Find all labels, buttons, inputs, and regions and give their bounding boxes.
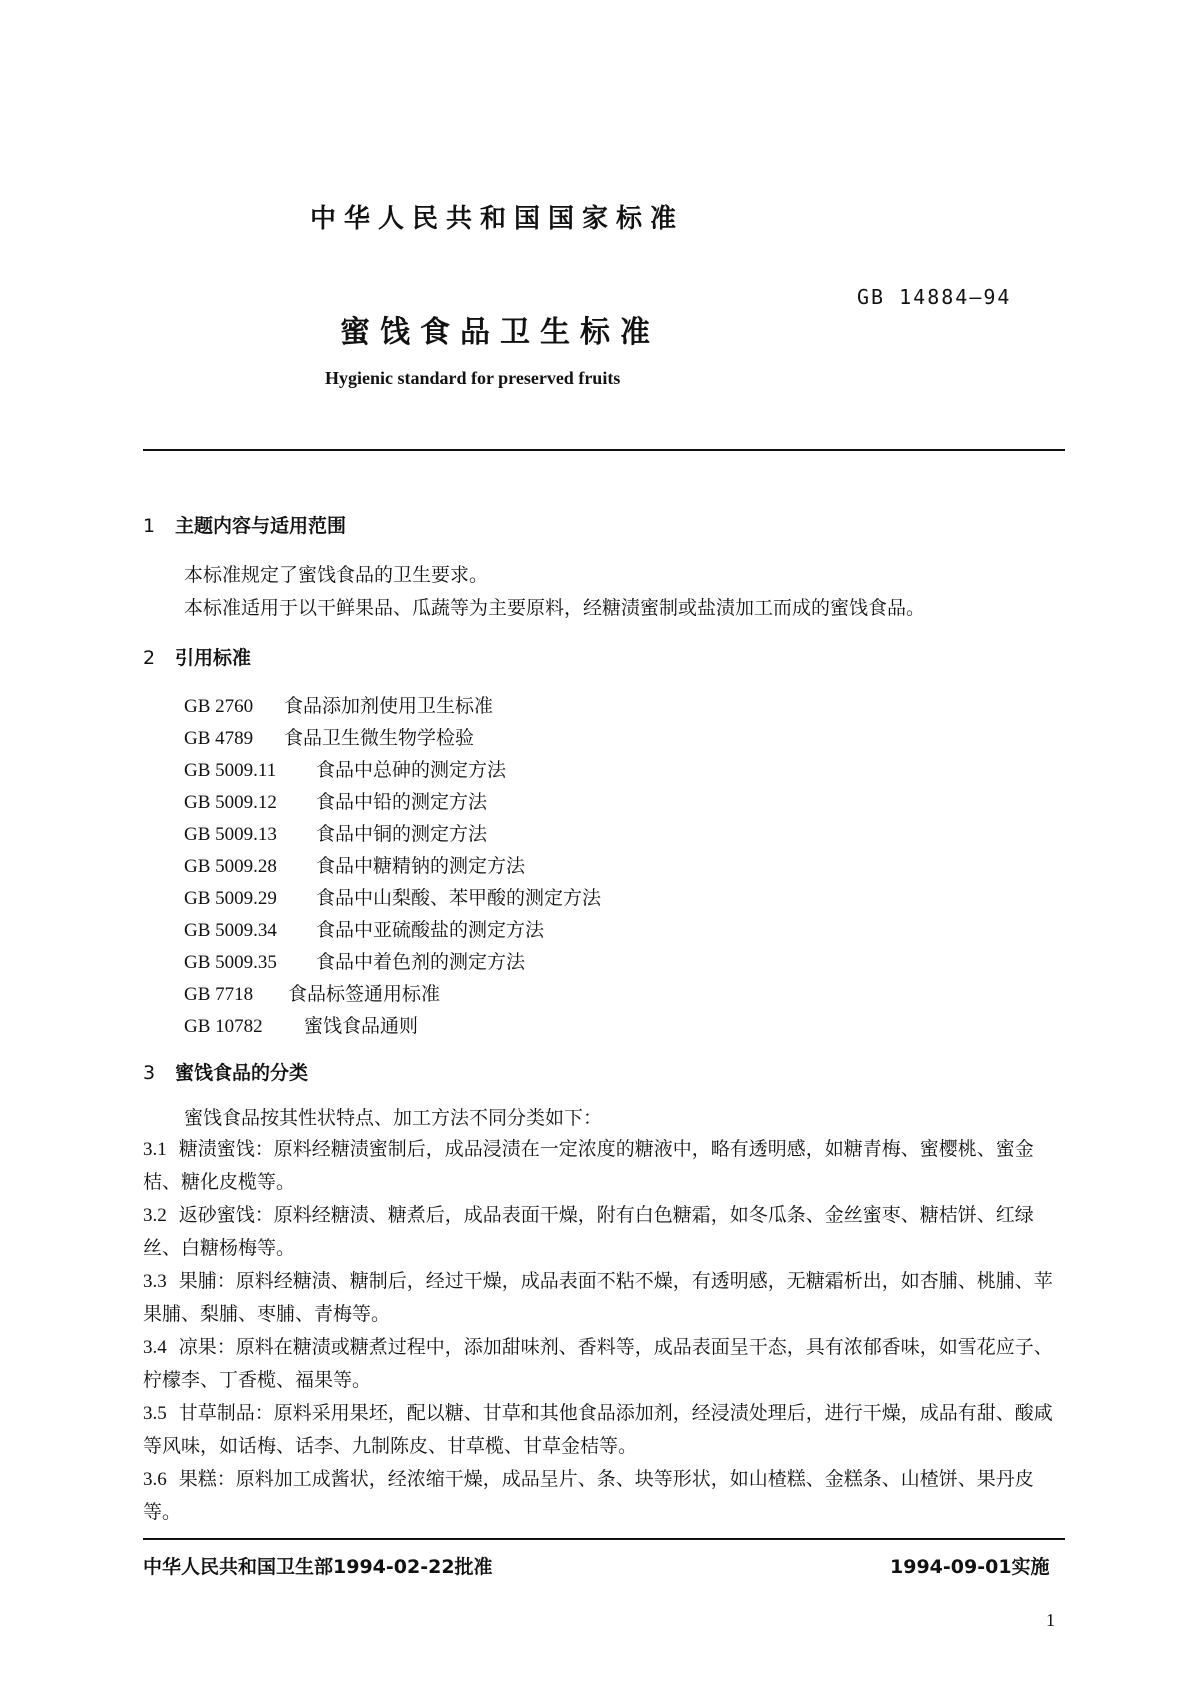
reference-item: [184, 915, 544, 942]
section-title: 引用标准: [175, 647, 252, 669]
clause-number: 3.1: [143, 1139, 167, 1160]
clause-text: 凉果：原料在糖渍或糖煮过程中，添加甜味剂、香料等，成品表面呈干态，具有浓郁香味，如雪花应子、柠檬李、丁香榄、福果等。: [143, 1336, 1053, 1391]
standard-type: 中华人民共和国国家标准: [310, 204, 685, 234]
reference-item: [184, 787, 487, 814]
clause: [143, 1331, 1065, 1397]
reference-title: 食品中总砷的测定方法: [316, 759, 507, 781]
clause-number: 3.6: [143, 1469, 167, 1490]
clause: [143, 1265, 1065, 1331]
reference-code: GB 5009.13: [184, 824, 277, 845]
reference-item: [184, 851, 525, 878]
reference-code: GB 5009.11: [184, 760, 277, 781]
clause: [143, 1463, 1065, 1529]
reference-code: GB 2760: [184, 696, 254, 717]
clause-text: 甘草制品：原料采用果坯，配以糖、甘草和其他食品添加剂，经浸渍处理后，进行干燥，成品有甜、酸咸等风味，如话梅、话李、九制陈皮、甘草榄、甘草金桔等。: [143, 1402, 1053, 1457]
reference-item: [184, 723, 474, 750]
reference-item: [184, 979, 440, 1006]
reference-code: GB 5009.28: [184, 856, 277, 877]
page-title-english: Hygienic standard for preserved fruits: [325, 368, 621, 388]
reference-code: GB 10782: [184, 1016, 263, 1037]
reference-code: GB 4789: [184, 728, 254, 749]
reference-title: 食品卫生微生物学检验: [284, 727, 475, 749]
header-divider: [143, 449, 1065, 451]
section-title: 主题内容与适用范围: [175, 515, 347, 537]
reference-code: GB 5009.34: [184, 920, 277, 941]
section-intro: 蜜饯食品按其性状特点、加工方法不同分类如下：: [184, 1107, 603, 1129]
approval-line: 中华人民共和国卫生部1994-02-22批准: [143, 1556, 493, 1578]
reference-code: GB 5009.29: [184, 888, 277, 909]
clause-text: 果糕：原料加工成酱状，经浓缩干燥，成品呈片、条、块等形状，如山楂糕、金糕条、山楂饼、果丹皮等。: [143, 1468, 1034, 1523]
section-number: 2: [143, 647, 156, 669]
reference-title: 食品中糖精钠的测定方法: [316, 855, 526, 877]
reference-item: [184, 883, 601, 910]
reference-title: 蜜饯食品通则: [304, 1015, 419, 1037]
reference-item: [184, 755, 506, 782]
reference-code: GB 5009.35: [184, 952, 277, 973]
section-title: 蜜饯食品的分类: [175, 1062, 309, 1084]
reference-code: GB 5009.12: [184, 792, 277, 813]
clause: [143, 1133, 1065, 1199]
reference-item: [184, 947, 525, 974]
page-title: 蜜饯食品卫生标准: [340, 315, 660, 350]
clause: [143, 1199, 1065, 1265]
reference-title: 食品中亚硫酸盐的测定方法: [316, 919, 545, 941]
reference-title: 食品中着色剂的测定方法: [316, 951, 526, 973]
reference-title: 食品中山梨酸、苯甲酸的测定方法: [316, 887, 602, 909]
reference-title: 食品标签通用标准: [288, 983, 441, 1005]
clause-text: 返砂蜜饯：原料经糖渍、糖煮后，成品表面干燥，附有白色糖霜，如冬瓜条、金丝蜜枣、糖桔饼、红绿丝、白糖杨梅等。: [143, 1204, 1034, 1259]
implementation-date: 1994-09-01实施: [890, 1556, 1050, 1578]
clause: [143, 1397, 1065, 1463]
reference-item: [184, 1011, 418, 1038]
reference-item: [184, 819, 487, 846]
footer-divider: [143, 1538, 1065, 1540]
clause-text: 糖渍蜜饯：原料经糖渍蜜制后，成品浸渍在一定浓度的糖液中，略有透明感，如糖青梅、蜜樱桃、蜜金桔、糖化皮榄等。: [143, 1138, 1034, 1193]
reference-item: [184, 691, 493, 718]
section-number: 3: [143, 1062, 156, 1084]
section-1-heading: [143, 511, 346, 538]
reference-title: 食品添加剂使用卫生标准: [284, 695, 494, 717]
clause-number: 3.2: [143, 1205, 167, 1226]
section-3-heading: [143, 1058, 308, 1085]
section-2-heading: [143, 643, 251, 670]
clause-number: 3.5: [143, 1403, 167, 1424]
paragraph: 本标准规定了蜜饯食品的卫生要求。: [184, 564, 489, 586]
clause-text: 果脯：原料经糖渍、糖制后，经过干燥，成品表面不粘不燥，有透明感，无糖霜析出，如杏脯、桃脯、苹果脯、梨脯、枣脯、青梅等。: [143, 1270, 1053, 1325]
section-number: 1: [143, 515, 156, 537]
clause-number: 3.3: [143, 1271, 167, 1292]
reference-title: 食品中铅的测定方法: [316, 791, 488, 813]
clause-number: 3.4: [143, 1337, 167, 1358]
page-number: 1: [1046, 1610, 1055, 1630]
paragraph: 本标准适用于以干鲜果品、瓜蔬等为主要原料，经糖渍蜜制或盐渍加工而成的蜜饯食品。: [184, 597, 926, 619]
reference-title: 食品中铜的测定方法: [316, 823, 488, 845]
reference-code: GB 7718: [184, 984, 254, 1005]
standard-code: GB 14884—94: [857, 285, 1012, 309]
